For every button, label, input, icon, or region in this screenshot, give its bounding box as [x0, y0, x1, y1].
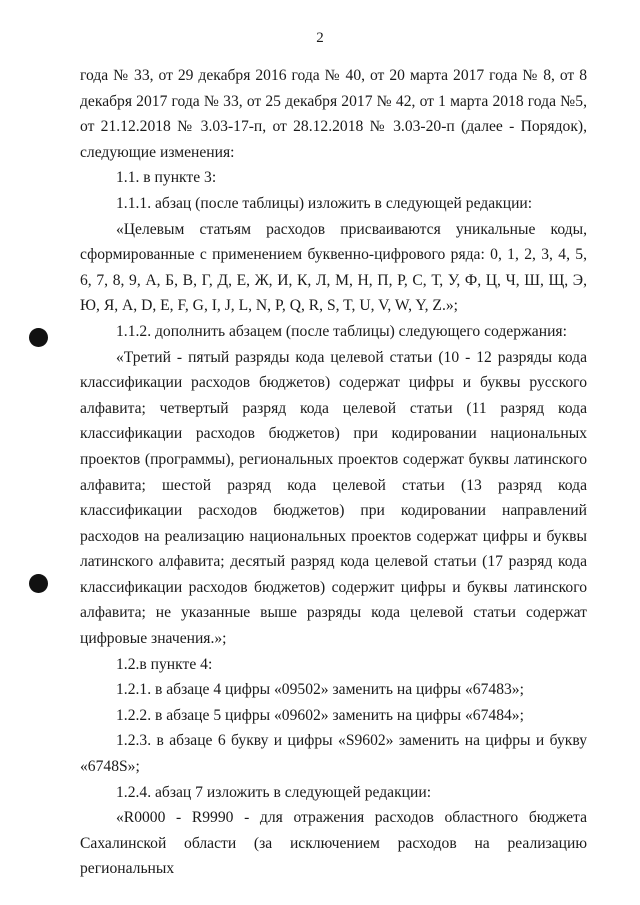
paragraph-1-1-2: 1.1.2. дополнить абзацем (после таблицы) следующего содержания:: [116, 322, 567, 340]
paragraph-quote-r-codes: «R0000 - R9990 - для отражения расходов областного бюджета Сахалинской области (за исключением расходов на реализацию региональных: [80, 809, 587, 878]
paragraph-quote-codes: «Целевым статьям расходов присваиваются уникальные коды, сформированные с применением буквенно-цифрового ряда: 0, 1, 2, 3, 4, 5, 6, 7, 8, 9, А, Б, В, Г, Д, Е, Ж, И, К, Л, М, Н, П, Р, С, Т, У, Ф, Ц, Ч, Ш, Щ, Э, Ю, Я, A, D, E, F, G, I, J, L, N, P, Q, R, S, T, U, V, W, Y, Z.»;: [80, 220, 587, 315]
paragraph-1-2-3: 1.2.3. в абзаце 6 букву и цифры «S9602» заменить на цифры и букву «6748S»;: [80, 732, 587, 776]
paragraph-1-2-4: 1.2.4. абзац 7 изложить в следующей редакции:: [116, 783, 432, 801]
punch-hole: [29, 328, 48, 347]
document-body: [80, 63, 587, 882]
paragraph-1-2-1: 1.2.1. в абзаце 4 цифры «09502» заменить на цифры «67483»;: [116, 681, 524, 699]
paragraph-quote-digits: «Третий - пятый разряды кода целевой статьи (10 - 12 разряды кода классификации расходов бюджетов) содержат цифры и буквы русского алфавита; четвертый разряд кода целевой статьи (11 разряд кода классификации расходов бюджетов) при кодировании национальных проектов (программы), региональных проектов содержат буквы латинского алфавита; шестой разряд кода целевой статьи (13 разряд кода классификации расходов бюджетов) при кодировании направлений расходов на реализацию национальных проектов содержат цифры и буквы латинского алфавита; десятый разряд кода целевой статьи (17 разряд кода классификации расходов бюджетов) содержит цифры и буквы латинского алфавита; не указанные выше разряды кода целевой статьи содержат цифровые значения.»;: [80, 348, 587, 648]
paragraph-1-1: 1.1. в пункте 3:: [116, 169, 217, 187]
punch-hole: [29, 574, 48, 593]
paragraph-1-1-1: 1.1.1. абзац (после таблицы) изложить в следующей редакции:: [116, 194, 533, 212]
paragraph-1-2: 1.2.в пункте 4:: [116, 655, 213, 673]
paragraph-1-2-2: 1.2.2. в абзаце 5 цифры «09602» заменить на цифры «67484»;: [116, 706, 524, 724]
paragraph-intro: года № 33, от 29 декабря 2016 года № 40, от 20 марта 2017 года № 8, от 8 декабря 2017 года № 33, от 25 декабря 2017 № 42, от 1 марта 2018 года №5, от 21.12.2018 № 3.03-17-п, от 28.12.2018 № 3.03-20-п (далее - Порядок), следующие изменения:: [80, 67, 587, 161]
page-number: 2: [316, 30, 324, 46]
